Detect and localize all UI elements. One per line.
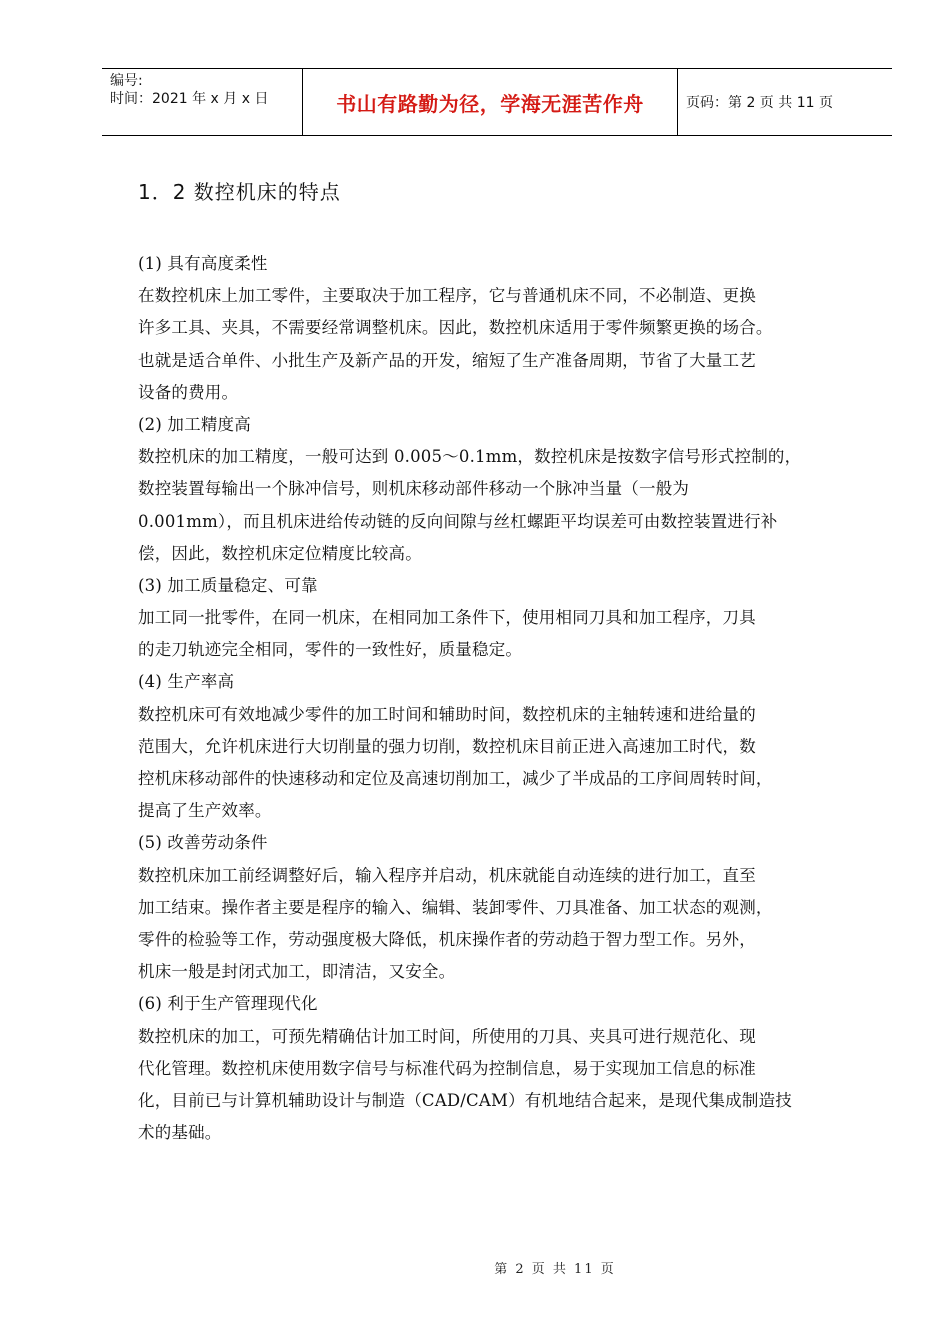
feature-heading: (5) 改善劳动条件 <box>138 833 268 853</box>
body-line: 代化管理。数控机床使用数字信号与标准代码为控制信息，易于实现加工信息的标准 <box>138 1058 756 1078</box>
body-line: 数控机床加工前经调整好后，输入程序并启动，机床就能自动连续的进行加工，直至 <box>138 865 756 885</box>
feature-heading: (4) 生产率高 <box>138 672 235 692</box>
document-header <box>102 68 892 136</box>
header-motto-cell <box>303 69 678 135</box>
body-line: 控机床移动部件的快速移动和定位及高速切削加工，减少了半成品的工序间周转时间， <box>138 769 773 788</box>
body-line: 设备的费用。 <box>138 382 239 402</box>
body-line: 加工结束。操作者主要是程序的输入、编辑、装卸零件、刀具准备、加工状态的观测， <box>138 897 773 917</box>
body-line: 机床一般是封闭式加工，即清洁，又安全。 <box>138 962 456 982</box>
feature-heading: (1) 具有高度柔性 <box>138 254 268 273</box>
body-line: 的走刀轨迹完全相同，零件的一致性好，质量稳定。 <box>138 640 523 660</box>
body-line: 数控机床的加工，可预先精确估计加工时间，所使用的刀具、夹具可进行规范化、现 <box>138 1026 756 1046</box>
body-line: 0.001mm），而且机床进给传动链的反向间隙与丝杠螺距平均误差可由数控装置进行补 <box>138 511 778 531</box>
header-page-cell <box>678 69 892 135</box>
body-line: 也就是适合单件、小批生产及新产品的开发，缩短了生产准备周期，节省了大量工艺 <box>138 350 756 370</box>
body-line: 零件的检验等工作，劳动强度极大降低，机床操作者的劳动趋于智力型工作。另外， <box>138 929 756 949</box>
section-title: 1．2 数控机床的特点 <box>138 180 341 204</box>
body-line: 在数控机床上加工零件，主要取决于加工程序，它与普通机床不同，不必制造、更换 <box>138 286 756 306</box>
document-date: 时间：2021 年 x 月 x 日 <box>110 91 269 107</box>
body-line: 范围大，允许机床进行大切削量的强力切削，数控机床目前正进入高速加工时代，数 <box>138 736 756 756</box>
body-line: 偿，因此，数控机床定位精度比较高。 <box>138 543 422 563</box>
body-line: 许多工具、夹具，不需要经常调整机床。因此，数控机床适用于零件频繁更换的场合。 <box>138 318 773 338</box>
feature-heading: (2) 加工精度高 <box>138 414 251 434</box>
page-info: 页码：第 2 页 共 11 页 <box>686 95 833 111</box>
document-number-label: 编号: <box>110 73 143 89</box>
body-line: 加工同一批零件，在同一机床，在相同加工条件下，使用相同刀具和加工程序，刀具 <box>138 608 756 628</box>
header-meta-cell <box>102 69 303 135</box>
body-line: 数控装置每输出一个脉冲信号，则机床移动部件移动一个脉冲当量（一般为 <box>138 479 690 499</box>
body-text <box>138 248 858 1149</box>
feature-heading: (6) 利于生产管理现代化 <box>138 994 318 1014</box>
body-line: 数控机床的加工精度，一般可达到 0.005～0.1mm，数控机床是按数字信号形式控制的， <box>138 447 802 467</box>
body-line: 术的基础。 <box>138 1123 222 1143</box>
body-line: 提高了生产效率。 <box>138 801 272 821</box>
motto-text: 书山有路勤为径，学海无涯苦作舟 <box>336 91 644 116</box>
page-footer: 第 2 页 共 11 页 <box>494 1262 616 1277</box>
feature-heading: (3) 加工质量稳定、可靠 <box>138 575 318 595</box>
body-line: 数控机床可有效地减少零件的加工时间和辅助时间，数控机床的主轴转速和进给量的 <box>138 704 756 724</box>
body-line: 化，目前已与计算机辅助设计与制造（CAD/CAM）有机地结合起来，是现代集成制造技 <box>138 1090 792 1110</box>
